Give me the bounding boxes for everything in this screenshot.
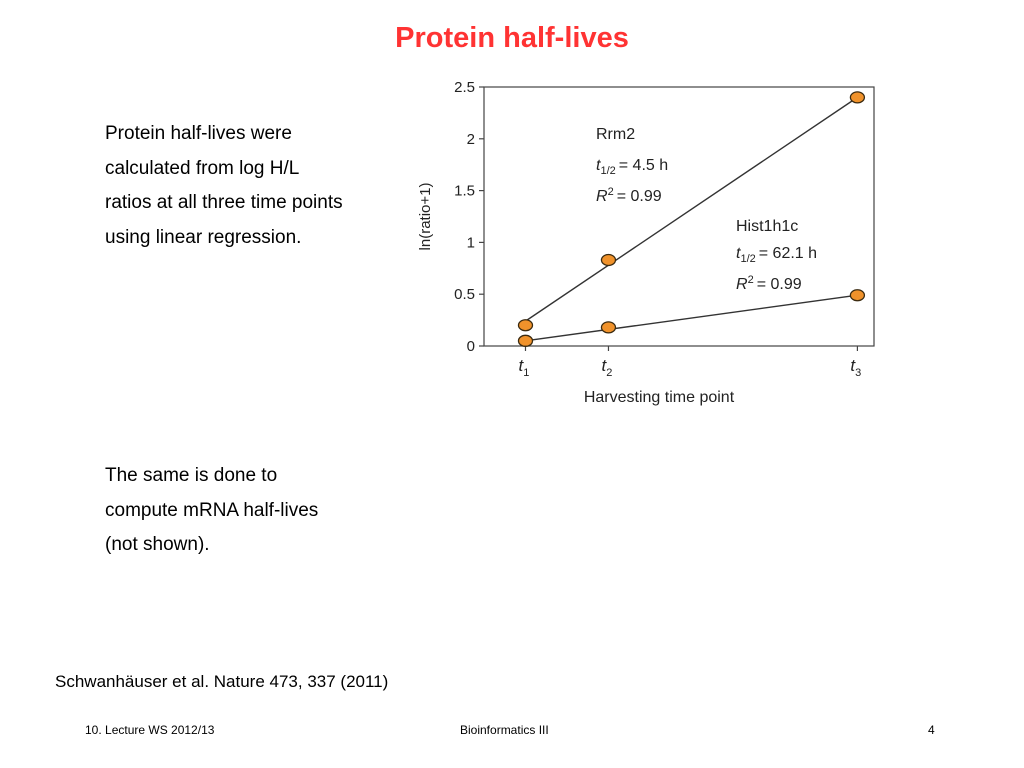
x-tick-sub: 3 <box>855 367 862 379</box>
x-tick-label <box>518 356 529 379</box>
rrm2-r-squared <box>596 186 662 205</box>
y-tick-label: 2 <box>466 130 475 148</box>
x-tick-label <box>850 356 861 379</box>
fit-line-rrm2 <box>525 97 857 321</box>
hist1h1c-r2-symbol: R <box>736 276 748 293</box>
x-tick-label <box>601 356 612 379</box>
y-tick-label: 0.5 <box>454 286 475 304</box>
half-life-chart <box>410 70 890 420</box>
hist1h1c-label: Hist1h1c <box>736 218 799 235</box>
data-point-rrm2 <box>601 255 615 266</box>
citation: Schwanhäuser et al. Nature 473, 337 (2011) <box>55 672 389 691</box>
rrm2-r2-value: = 0.99 <box>616 188 662 205</box>
rrm2-half-life-value: = 4.5 h <box>618 157 669 174</box>
data-point-hist1h1c <box>850 290 864 301</box>
hist1h1c-half-life-sub: 1/2 <box>740 253 756 265</box>
y-axis-label-group <box>417 183 434 251</box>
data-point-hist1h1c <box>518 335 532 346</box>
rrm2-half-life-symbol: t <box>596 157 601 174</box>
rrm2-r2-symbol: R <box>596 188 608 205</box>
body-paragraph-2: The same is done to compute mRNA half-lives (not shown). <box>105 465 319 555</box>
x-tick-base: t <box>601 356 607 375</box>
data-point-hist1h1c <box>601 322 615 333</box>
data-point-rrm2 <box>850 92 864 103</box>
x-tick-base: t <box>850 356 856 375</box>
rrm2-half-life-sub: 1/2 <box>600 165 616 177</box>
fit-line-hist1h1c <box>525 295 857 341</box>
hist1h1c-half-life-value: = 62.1 h <box>758 245 818 262</box>
footer-lecture: 10. Lecture WS 2012/13 <box>85 723 215 737</box>
body-paragraph-1: Protein half-lives were calculated from log H/L ratios at all three time points using linear regression. <box>105 123 343 248</box>
rrm2-half-life <box>596 157 668 177</box>
y-tick-label: 0 <box>466 338 475 355</box>
slide-title: Protein half-lives <box>395 22 629 54</box>
x-tick-base: t <box>518 356 524 375</box>
footer-course: Bioinformatics III <box>460 723 549 737</box>
data-point-rrm2 <box>518 320 532 331</box>
hist1h1c-r2-sup: 2 <box>747 274 754 286</box>
x-tick-sub: 1 <box>523 367 530 379</box>
x-axis-label: Harvesting time point <box>583 389 735 406</box>
footer-page-number: 4 <box>928 723 935 737</box>
hist1h1c-r-squared <box>736 274 802 293</box>
x-tick-sub: 2 <box>606 367 613 379</box>
rrm2-label: Rrm2 <box>596 126 636 143</box>
hist1h1c-r2-value: = 0.99 <box>756 276 802 293</box>
hist1h1c-half-life-symbol: t <box>736 245 741 262</box>
y-tick-label: 1 <box>466 234 475 252</box>
rrm2-r2-sup: 2 <box>607 186 614 198</box>
y-tick-label: 2.5 <box>454 79 475 96</box>
y-axis-label: ln(ratio+1) <box>417 182 434 251</box>
hist1h1c-half-life <box>736 245 817 265</box>
y-tick-label: 1.5 <box>454 182 475 200</box>
